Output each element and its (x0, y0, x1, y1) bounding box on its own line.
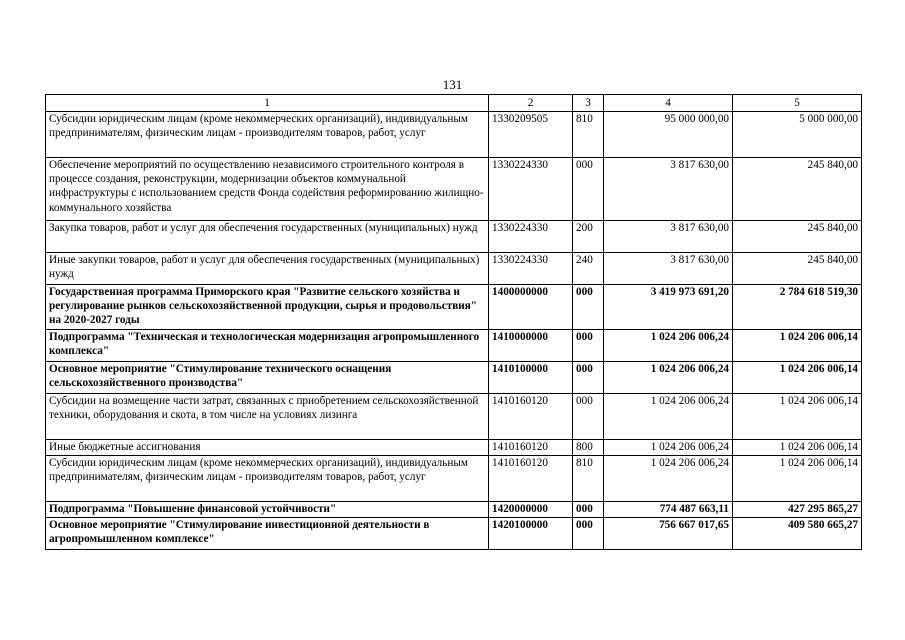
row-type-cell: 200 (573, 221, 604, 253)
table-row (46, 518, 862, 550)
row-value-1-cell: 1 024 206 006,24 (604, 330, 733, 362)
row-name-cell: Подпрограмма "Повышение финансовой устойчивости" (46, 502, 489, 518)
row-value-2-cell: 1 024 206 006,14 (733, 362, 862, 394)
table-row (46, 112, 862, 158)
row-name-cell: Субсидии на возмещение части затрат, связанных с приобретением сельскохозяйственной техники, оборудования и скота, в том числе на условиях лизинга (46, 394, 489, 440)
row-value-1-cell: 774 487 663,11 (604, 502, 733, 518)
row-type-cell: 810 (573, 112, 604, 158)
row-value-1-cell: 1 024 206 006,24 (604, 394, 733, 440)
header-name: 1 (46, 95, 489, 112)
row-value-2-cell: 5 000 000,00 (733, 112, 862, 158)
row-code-cell: 1410160120 (489, 394, 573, 440)
row-code-cell: 1420000000 (489, 502, 573, 518)
row-name-cell: Подпрограмма "Техническая и технологическая модернизация агропромышленного комплекса" (46, 330, 489, 362)
row-type-cell: 000 (573, 502, 604, 518)
row-type-cell: 000 (573, 394, 604, 440)
row-code-cell: 1420100000 (489, 518, 573, 550)
row-value-2-cell: 1 024 206 006,14 (733, 394, 862, 440)
row-value-2-cell: 427 295 865,27 (733, 502, 862, 518)
header-value-1: 4 (604, 95, 733, 112)
row-value-1-cell: 756 667 017,65 (604, 518, 733, 550)
table-row (46, 221, 862, 253)
row-type-cell: 810 (573, 456, 604, 502)
row-type-cell: 000 (573, 285, 604, 330)
table-row (46, 158, 862, 221)
row-name-cell: Основное мероприятие "Стимулирование технического оснащения сельскохозяйственного производства" (46, 362, 489, 394)
budget-table (45, 94, 862, 550)
table-row (46, 440, 862, 456)
row-value-1-cell: 3 817 630,00 (604, 221, 733, 253)
page-number: 131 (442, 77, 463, 92)
table-row (46, 502, 862, 518)
row-value-2-cell: 245 840,00 (733, 221, 862, 253)
row-value-2-cell: 409 580 665,27 (733, 518, 862, 550)
row-value-1-cell: 1 024 206 006,24 (604, 456, 733, 502)
header-row (46, 95, 862, 112)
row-code-cell: 1330224330 (489, 221, 573, 253)
row-code-cell: 1410160120 (489, 440, 573, 456)
row-code-cell: 1410100000 (489, 362, 573, 394)
table-row (46, 253, 862, 285)
row-code-cell: 1410000000 (489, 330, 573, 362)
table-row (46, 285, 862, 330)
row-type-cell: 000 (573, 330, 604, 362)
row-name-cell: Иные закупки товаров, работ и услуг для обеспечения государственных (муниципальных) нужд (46, 253, 489, 285)
table-row (46, 456, 862, 502)
header-type: 3 (573, 95, 604, 112)
row-value-1-cell: 1 024 206 006,24 (604, 440, 733, 456)
table-row (46, 330, 862, 362)
row-name-cell: Государственная программа Приморского края "Развитие сельского хозяйства и регулирование рынков сельскохозяйственной продукции, сырья и продовольствия" на 2020-2027 годы (46, 285, 489, 330)
row-value-2-cell: 1 024 206 006,14 (733, 330, 862, 362)
row-type-cell: 240 (573, 253, 604, 285)
row-code-cell: 1330224330 (489, 253, 573, 285)
row-type-cell: 000 (573, 362, 604, 394)
row-code-cell: 1410160120 (489, 456, 573, 502)
row-value-1-cell: 1 024 206 006,24 (604, 362, 733, 394)
row-value-2-cell: 245 840,00 (733, 253, 862, 285)
row-name-cell: Обеспечение мероприятий по осуществлению независимого строительного контроля в процессе создания, реконструкции, модернизации объектов коммунальной инфраструктуры с использованием средств Фонда содействия реформированию жилищно-коммунального хозяйства (46, 158, 489, 221)
header-code: 2 (489, 95, 573, 112)
row-name-cell: Субсидии юридическим лицам (кроме некоммерческих организаций), индивидуальным предпринимателям, физическим лицам - производителям товаров, работ, услуг (46, 456, 489, 502)
table-row (46, 394, 862, 440)
row-value-2-cell: 1 024 206 006,14 (733, 456, 862, 502)
header-value-2: 5 (733, 95, 862, 112)
row-value-1-cell: 3 817 630,00 (604, 253, 733, 285)
row-value-1-cell: 95 000 000,00 (604, 112, 733, 158)
row-name-cell: Субсидии юридическим лицам (кроме некоммерческих организаций), индивидуальным предпринимателям, физическим лицам - производителям товаров, работ, услуг (46, 112, 489, 158)
row-value-2-cell: 245 840,00 (733, 158, 862, 221)
table-row (46, 362, 862, 394)
row-name-cell: Иные бюджетные ассигнования (46, 440, 489, 456)
row-type-cell: 800 (573, 440, 604, 456)
row-value-2-cell: 1 024 206 006,14 (733, 440, 862, 456)
row-type-cell: 000 (573, 518, 604, 550)
row-type-cell: 000 (573, 158, 604, 221)
row-code-cell: 1330209505 (489, 112, 573, 158)
row-value-1-cell: 3 817 630,00 (604, 158, 733, 221)
row-name-cell: Основное мероприятие "Стимулирование инвестиционной деятельности в агропромышленном комплексе" (46, 518, 489, 550)
row-name-cell: Закупка товаров, работ и услуг для обеспечения государственных (муниципальных) нужд (46, 221, 489, 253)
row-code-cell: 1330224330 (489, 158, 573, 221)
row-code-cell: 1400000000 (489, 285, 573, 330)
row-value-1-cell: 3 419 973 691,20 (604, 285, 733, 330)
row-value-2-cell: 2 784 618 519,30 (733, 285, 862, 330)
